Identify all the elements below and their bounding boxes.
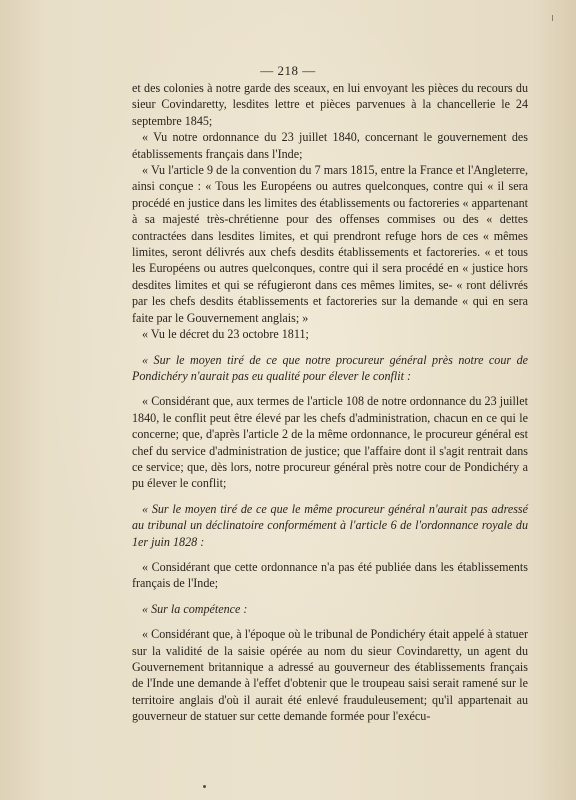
section-heading-paragraph: « Sur la compétence : [142,601,248,616]
paragraph: « Vu le décret du 23 octobre 1811; [142,327,309,342]
paragraph: et des colonies à notre garde des sceaux, en lui envoyant les pièces du recours du sieur Covindaretty, lesdites lettre et pièces parvenues à la chancellerie le 24 septembre 1845; [132,81,528,128]
paragraph: « Vu notre ordonnance du 23 juillet 1840, concernant le gouvernement des établissements français dans l'Inde; [132,130,528,161]
body-text [132,80,528,725]
paragraph: « Considérant que, à l'époque où le tribunal de Pondichéry était appelé à statuer sur la validité de la saisie opérée au nom du sieur Covindaretty, un agent du Gouvernement britannique a adressé au gouverneur des établissements français de l'Inde une demande à l'effet d'obtenir que le troupeau saisi serait ramené sur le territoire anglais d'où il aurait été enlevé frauduleusement; qu'il appartenait au gouverneur de statuer sur cette demande formée pour l'exécu- [132,627,528,724]
section-heading-paragraph: « Sur le moyen tiré de ce que le même procureur général n'aurait pas adressé au tribunal un déclinatoire conformément à l'article 6 de l'ordonnance royale du 1er juin 1828 : [132,501,528,549]
paper-speck [203,785,206,788]
paragraph: « Vu l'article 9 de la convention du 7 mars 1815, entre la France et l'Angleterre, ainsi conçue : « Tous les Européens ou autres quelconques, contre qui « il sera procédé en justice dans les limites des établissements ou factoreries « appartenant à sa majesté très-chrétienne pour des offenses commises ou des « dettes contractées dans lesdites limites, et qui prendront refuge hors de ces « mêmes limites, seront délivrés aux chefs desdits établissements et factoreries. « et tous les Européens ou autres quelconques, contre qui il sera procédé en « justice hors desdites limites et qui se réfugieront dans ces mêmes limites, se- « ront délivrés par les chefs desdits établissements et factoreries sur la demande « qui en sera faite par le Gouvernement anglais; » [132,163,528,325]
paper-speck [552,15,553,21]
section-heading-paragraph: « Sur le moyen tiré de ce que notre procureur général près notre cour de Pondichéry n'aurait pas eu qualité pour élever le conflit : [132,352,528,383]
page-number: — 218 — [260,63,316,78]
paragraph: « Considérant que, aux termes de l'article 108 de notre ordonnance du 23 juillet 1840, le conflit peut être élevé par les chefs d'administration, chacun en ce qui le concerne; que, d'après l'article 2 de la même ordonnance, le procureur général est chef du service d'administration de justice; que l'affaire dont il s'agit rentrait dans ce service; que, dès lors, notre procureur général près notre cour de Pondichéry a pu élever le conflit; [132,394,528,491]
paragraph: « Considérant que cette ordonnance n'a pas été publiée dans les établissements français de l'Inde; [132,559,528,591]
